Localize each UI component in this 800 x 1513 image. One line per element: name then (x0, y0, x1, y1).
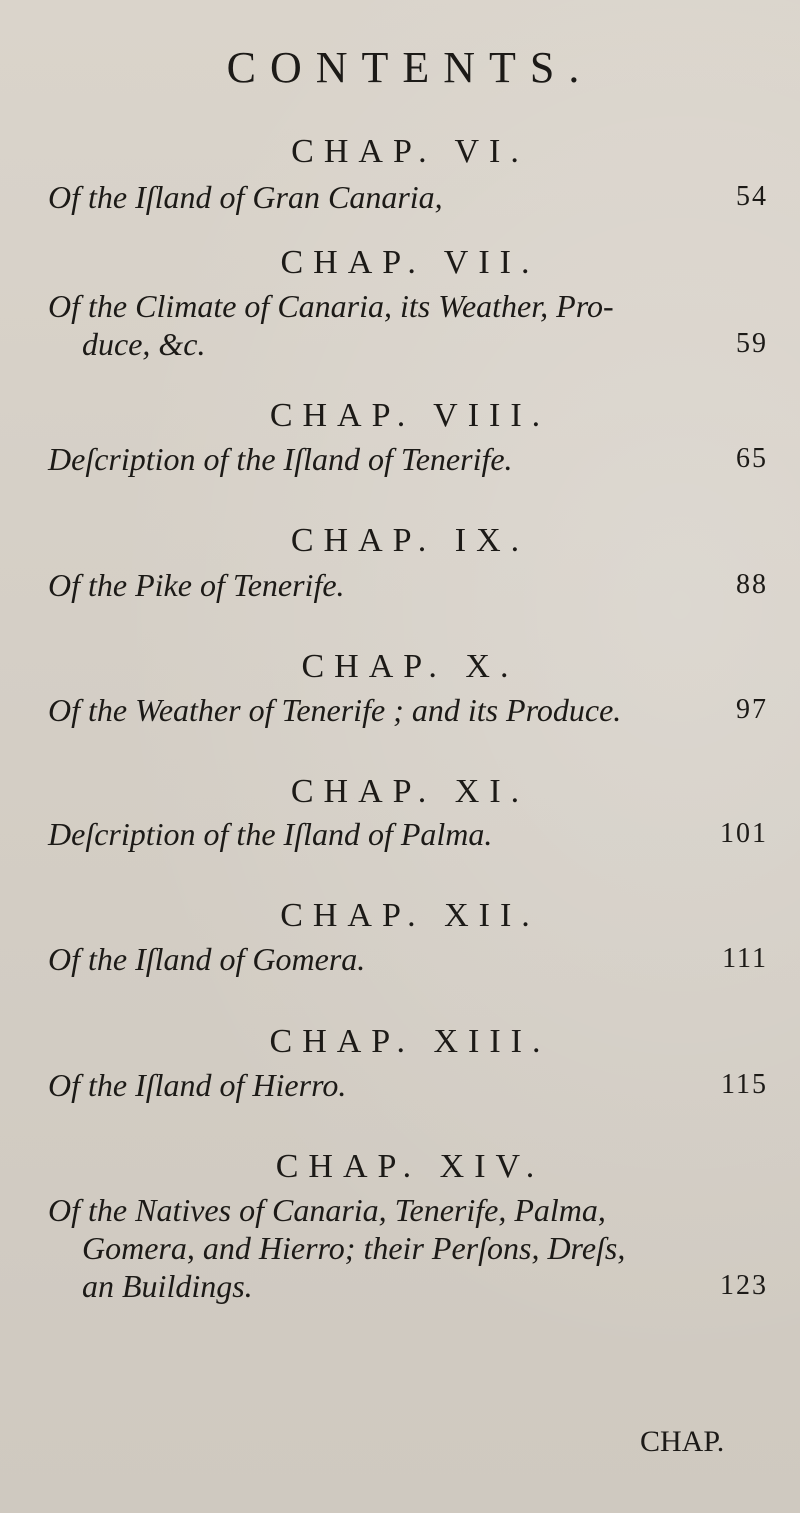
page-header: CONTENTS. (226, 43, 594, 92)
page-number: 88 (736, 569, 768, 600)
page-number: 123 (720, 1270, 768, 1301)
chapter-heading: CHAP. XIV. (275, 1148, 545, 1185)
toc-entry (48, 440, 768, 478)
page-number: 54 (736, 181, 768, 212)
page-number: 97 (736, 694, 768, 725)
entry-title: Of the Weather of Tenerife ; and its Produce. (48, 692, 622, 728)
chapter-heading: CHAP. VII. (280, 244, 540, 281)
entry-title: Of the Pike of Tenerife. (48, 567, 345, 603)
chapter-heading: CHAP. IX. (290, 522, 530, 559)
chapter-heading: CHAP. XI. (290, 773, 530, 810)
entry-title: Of the Iſland of Gran Canaria, (48, 179, 443, 215)
toc-entry (48, 940, 768, 978)
toc-entry (48, 815, 768, 853)
entry-title-continued: duce, &c. (82, 326, 206, 362)
toc-entry (48, 566, 768, 604)
chapter-heading: CHAP. X. (301, 648, 519, 685)
page-number: 101 (720, 818, 768, 849)
entry-title-continued: an Buildings. (82, 1268, 253, 1304)
entry-title: Of the Iſland of Gomera. (48, 941, 366, 977)
toc-entry (48, 287, 768, 363)
toc-entry (48, 178, 768, 216)
chapter-heading: CHAP. VI. (291, 133, 529, 170)
chapter-heading: CHAP. XIII. (269, 1023, 551, 1060)
toc-entry (48, 1191, 768, 1305)
chapter-heading: CHAP. XII. (280, 897, 540, 934)
entry-title: Of the Iſland of Hierro. (48, 1067, 347, 1103)
catchword: CHAP. (640, 1425, 725, 1458)
page-number: 115 (721, 1069, 768, 1100)
entry-title-continued: Gomera, and Hierro; their Perſons, Dreſs, (82, 1230, 626, 1266)
chapter-heading: CHAP. VIII. (269, 397, 551, 434)
toc-entry (48, 1066, 768, 1104)
page-number: 59 (736, 328, 768, 359)
page-number: 111 (722, 943, 768, 974)
entry-title: Deſcription of the Iſland of Palma. (48, 816, 493, 852)
toc-entry (48, 691, 768, 729)
entry-title: Of the Natives of Canaria, Tenerife, Palma, (48, 1192, 606, 1228)
entry-title: Of the Climate of Canaria, its Weather, Pro- (48, 288, 614, 324)
page-number: 65 (736, 443, 768, 474)
entry-title: Deſcription of the Iſland of Tenerife. (48, 441, 513, 477)
